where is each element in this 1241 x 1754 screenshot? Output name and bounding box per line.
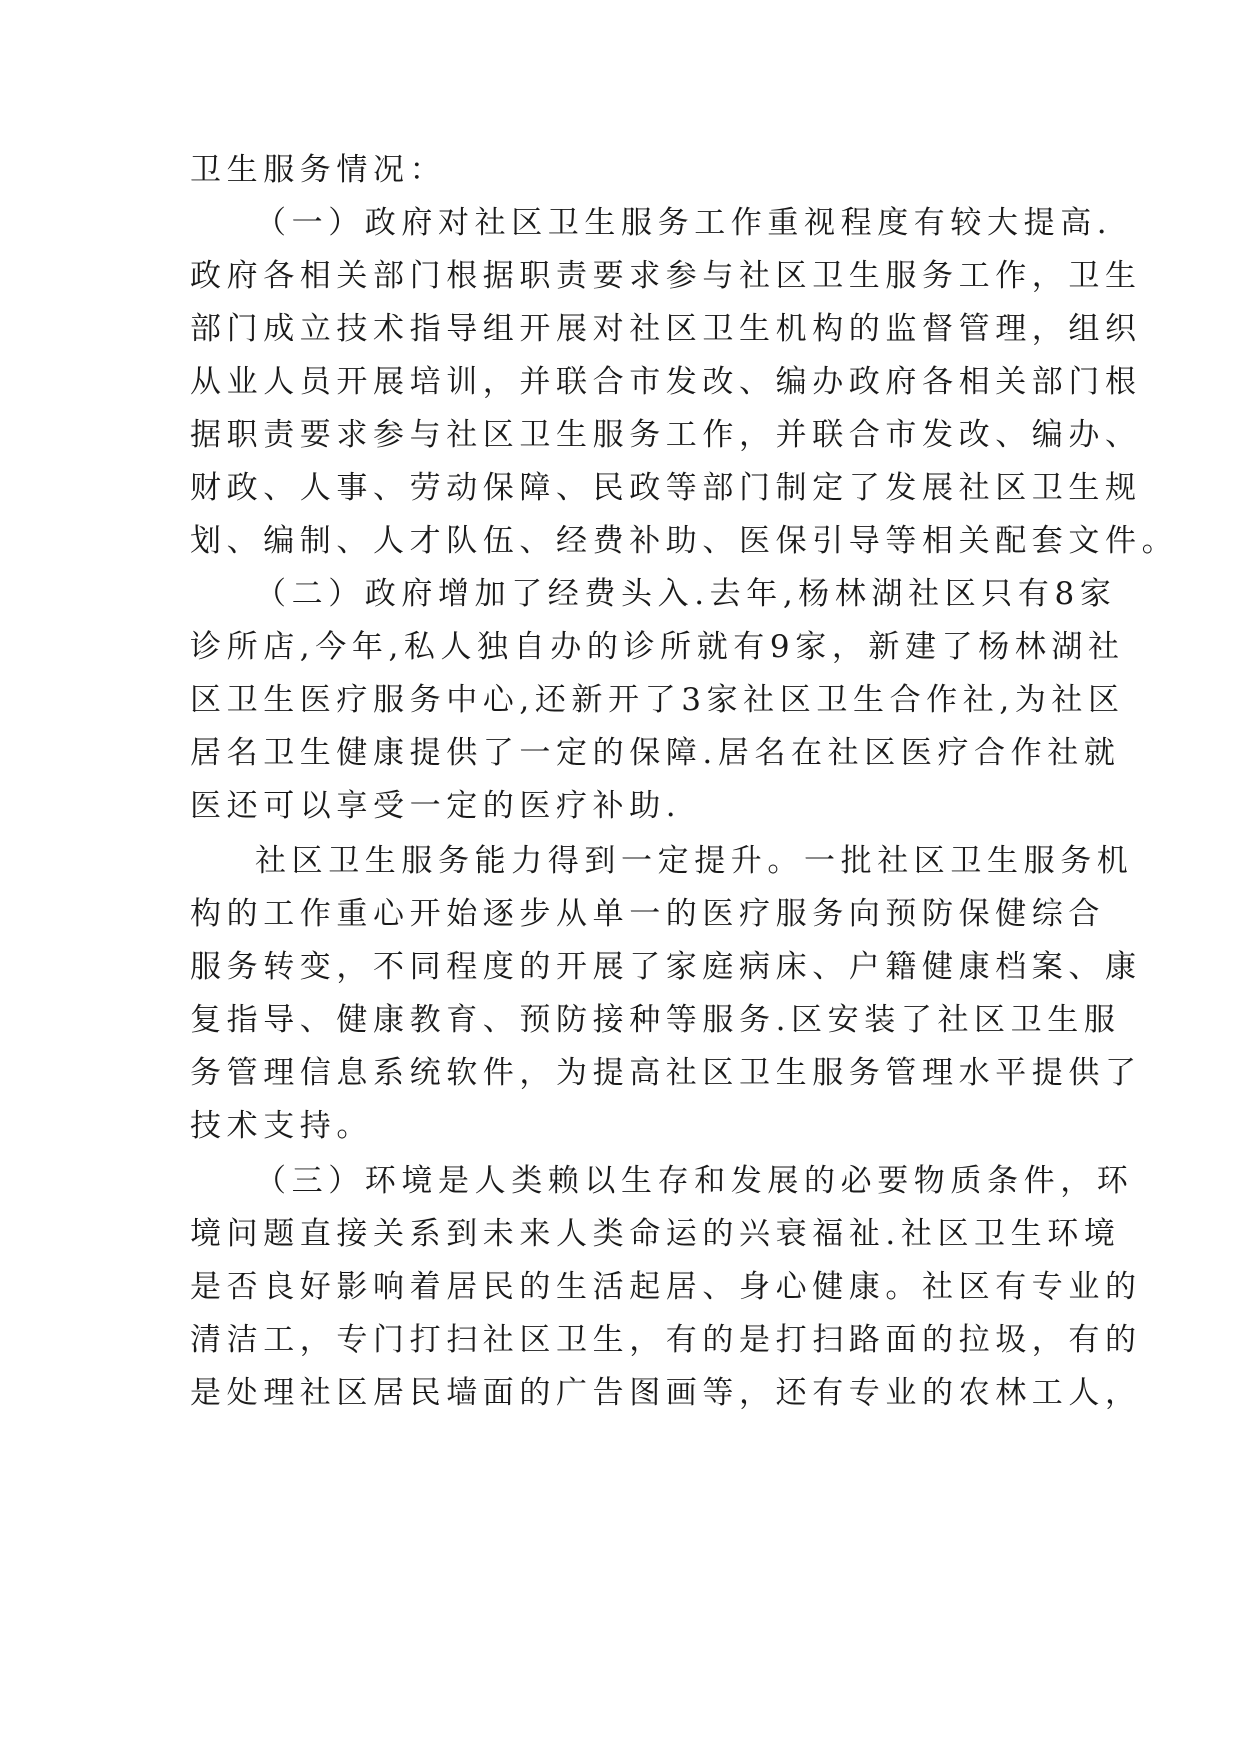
text-line: 技术支持。 xyxy=(190,1108,373,1144)
text-line: 境问题直接关系到未来人类命运的兴衰福祉.社区卫生环境 xyxy=(190,1216,1121,1252)
text-line: 构的工作重心开始逐步从单一的医疗服务向预防保健综合 xyxy=(190,896,1105,932)
section-heading: （三）环境是人类赖以生存和发展的必要物质条件，环 xyxy=(255,1163,1134,1199)
text-line: 复指导、健康教育、预防接种等服务.区安装了社区卫生服 xyxy=(190,1002,1121,1038)
text-line: 划、编制、人才队伍、经费补助、医保引导等相关配套文件。 xyxy=(190,523,1179,559)
text-line: 医还可以享受一定的医疗补助. xyxy=(190,788,682,824)
text-line: 居名卫生健康提供了一定的保障.居名在社区医疗合作社就 xyxy=(190,735,1121,771)
text-line: 清洁工，专门打扫社区卫生，有的是打扫路面的拉圾，有的 xyxy=(190,1322,1142,1358)
text-line: 是否良好影响着居民的生活起居、身心健康。社区有专业的 xyxy=(190,1269,1142,1305)
text-line: 是处理社区居民墙面的广告图画等，还有专业的农林工人， xyxy=(190,1375,1142,1411)
text-line: 据职责要求参与社区卫生服务工作，并联合市发改、编办、 xyxy=(190,417,1142,453)
text-line: 诊所店,今年,私人独自办的诊所就有9家，新建了杨林湖社 xyxy=(190,629,1125,665)
text-line: 服务转变，不同程度的开展了家庭病床、户籍健康档案、康 xyxy=(190,949,1142,985)
text-line: 从业人员开展培训，并联合市发改、编办政府各相关部门根 xyxy=(190,364,1142,400)
text-line: 务管理信息系统软件，为提高社区卫生服务管理水平提供了 xyxy=(190,1055,1142,1091)
text-line: 区卫生医疗服务中心,还新开了3家社区卫生合作社,为社区 xyxy=(190,682,1125,718)
text-line: 卫生服务情况： xyxy=(190,152,447,188)
text-line: 部门成立技术指导组开展对社区卫生机构的监督管理，组织 xyxy=(190,311,1142,347)
paragraph-start: 社区卫生服务能力得到一定提升。一批社区卫生服务机 xyxy=(255,843,1134,879)
text-line: 政府各相关部门根据职责要求参与社区卫生服务工作，卫生 xyxy=(190,258,1142,294)
section-heading: （二）政府增加了经费头入.去年,杨林湖社区只有8家 xyxy=(255,576,1117,612)
text-line: 财政、人事、劳动保障、民政等部门制定了发展社区卫生规 xyxy=(190,470,1142,506)
section-heading: （一）政府对社区卫生服务工作重视程度有较大提高. xyxy=(255,205,1113,241)
